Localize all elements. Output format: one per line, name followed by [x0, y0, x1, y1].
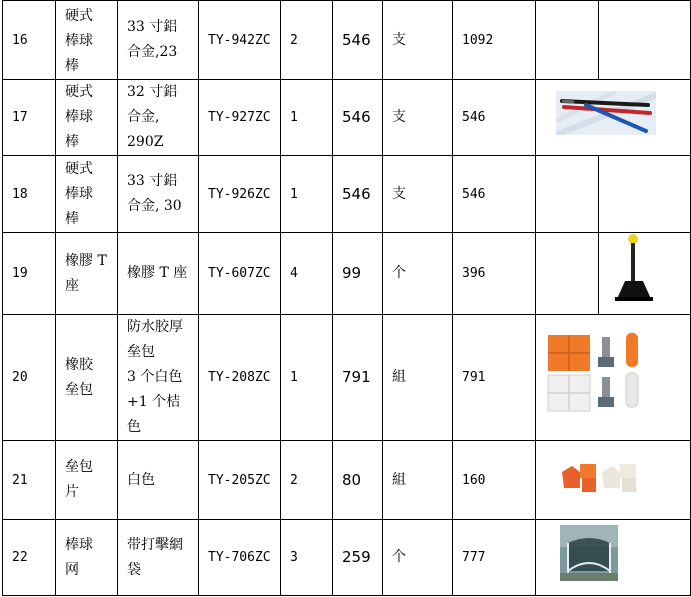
unit-price: 259	[333, 520, 383, 596]
unit: 支	[383, 156, 453, 233]
row-number: 18	[3, 156, 56, 233]
baseball-bats-photo	[556, 91, 656, 135]
table-row	[3, 441, 691, 520]
unit: 支	[383, 80, 453, 156]
image-cell	[536, 156, 599, 233]
image-cell	[599, 156, 691, 233]
model-number: TY-706ZC	[199, 520, 281, 596]
quantity: 2	[281, 441, 333, 520]
quantity: 1	[281, 315, 333, 441]
unit: 个	[383, 520, 453, 596]
unit: 个	[383, 233, 453, 315]
quantity: 1	[281, 156, 333, 233]
product-name: 硬式 棒球 棒	[56, 156, 118, 233]
product-name: 橡膠 T 座	[56, 233, 118, 315]
unit-price: 546	[333, 1, 383, 80]
row-number: 16	[3, 1, 56, 80]
product-spec: 33 寸鋁 合金,23	[118, 1, 199, 80]
row-number: 17	[3, 80, 56, 156]
quantity: 3	[281, 520, 333, 596]
row-number: 20	[3, 315, 56, 441]
model-number: TY-607ZC	[199, 233, 281, 315]
unit-price: 546	[333, 156, 383, 233]
total-price: 777	[453, 520, 536, 596]
quantity: 4	[281, 233, 333, 315]
quantity: 2	[281, 1, 333, 80]
image-cell	[599, 1, 691, 80]
total-price: 1092	[453, 1, 536, 80]
unit-price: 546	[333, 80, 383, 156]
row-number: 19	[3, 233, 56, 315]
table-row	[3, 1, 691, 80]
table-row	[3, 315, 691, 441]
product-name: 棒球 网	[56, 520, 118, 596]
product-spec: 带打擊網 袋	[118, 520, 199, 596]
product-spec: 橡膠 T 座	[118, 233, 199, 315]
image-cell	[536, 315, 691, 441]
unit-price: 791	[333, 315, 383, 441]
model-number: TY-205ZC	[199, 441, 281, 520]
batting-net-photo	[560, 525, 618, 581]
product-spec: 33 寸鋁 合金, 30	[118, 156, 199, 233]
model-number: TY-208ZC	[199, 315, 281, 441]
unit-price: 99	[333, 233, 383, 315]
product-spec: 白色	[118, 441, 199, 520]
unit: 組	[383, 441, 453, 520]
product-name: 橡胶 垒包	[56, 315, 118, 441]
product-table	[2, 0, 691, 596]
image-cell	[599, 233, 691, 315]
total-price: 546	[453, 80, 536, 156]
total-price: 396	[453, 233, 536, 315]
total-price: 160	[453, 441, 536, 520]
model-number: TY-927ZC	[199, 80, 281, 156]
row-number: 22	[3, 520, 56, 596]
unit: 組	[383, 315, 453, 441]
base-pieces-photo	[560, 458, 646, 494]
product-spec: 32 寸鋁 合金, 290Z	[118, 80, 199, 156]
image-cell	[536, 1, 599, 80]
table-row	[3, 156, 691, 233]
table-row	[3, 520, 691, 596]
rubber-bases-photo	[546, 331, 646, 415]
model-number: TY-926ZC	[199, 156, 281, 233]
image-cell	[536, 520, 691, 596]
image-cell	[536, 233, 599, 315]
unit: 支	[383, 1, 453, 80]
row-number: 21	[3, 441, 56, 520]
product-spec: 防水胶厚 垒包 3 个白色 +1 个桔 色	[118, 315, 199, 441]
table-row	[3, 233, 691, 315]
product-name: 硬式 棒球 棒	[56, 1, 118, 80]
image-cell	[536, 80, 691, 156]
product-name: 垒包 片	[56, 441, 118, 520]
model-number: TY-942ZC	[199, 1, 281, 80]
total-price: 791	[453, 315, 536, 441]
product-name: 硬式 棒球 棒	[56, 80, 118, 156]
image-cell	[536, 441, 691, 520]
quantity: 1	[281, 80, 333, 156]
total-price: 546	[453, 156, 536, 233]
unit-price: 80	[333, 441, 383, 520]
table-row	[3, 80, 691, 156]
batting-tee-photo	[607, 233, 657, 305]
